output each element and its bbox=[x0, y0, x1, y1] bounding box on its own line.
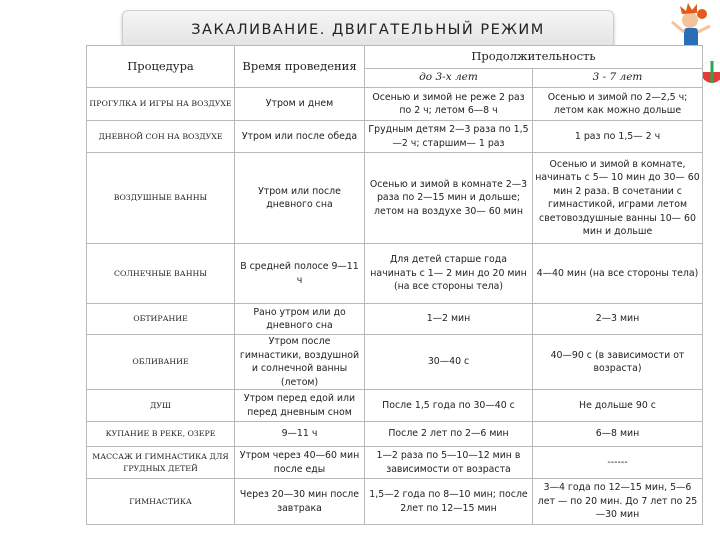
table-row bbox=[87, 88, 703, 121]
cell-under3: Осенью и зимой не реже 2 раз по 2 ч; летом 6—8 ч bbox=[365, 88, 533, 121]
table-row bbox=[87, 304, 703, 335]
cell-3-7: ------ bbox=[533, 447, 703, 479]
cell-under3: Для детей старше года начинать с 1— 2 мин до 20 мин (на все стороны тела) bbox=[365, 244, 533, 304]
cell-under3: После 1,5 года по 30—40 с bbox=[365, 390, 533, 422]
cell-time: Утром и днем bbox=[235, 88, 365, 121]
cell-procedure: ГИМНАСТИКА bbox=[87, 479, 235, 525]
cell-under3: 1—2 мин bbox=[365, 304, 533, 335]
cell-time: 9—11 ч bbox=[235, 422, 365, 447]
table-row bbox=[87, 422, 703, 447]
cell-time: Утром перед едой или перед дневным сном bbox=[235, 390, 365, 422]
cell-under3: Осенью и зимой в комнате 2—3 раза по 2—15 мин и дольше; летом на воздухе 30— 60 мин bbox=[365, 153, 533, 244]
cell-3-7: 40—90 с (в зависимости от возраста) bbox=[533, 335, 703, 390]
cell-procedure: ОБЛИВАНИЕ bbox=[87, 335, 235, 390]
table-row bbox=[87, 153, 703, 244]
table-row bbox=[87, 121, 703, 153]
cell-time: Утром или после дневного сна bbox=[235, 153, 365, 244]
page-title: ЗАКАЛИВАНИЕ. ДВИГАТЕЛЬНЫЙ РЕЖИМ bbox=[191, 22, 545, 38]
cell-procedure: ДНЕВНОЙ СОН НА ВОЗДУХЕ bbox=[87, 121, 235, 153]
table-row bbox=[87, 390, 703, 422]
cell-procedure: ОБТИРАНИЕ bbox=[87, 304, 235, 335]
header-time: Время проведения bbox=[235, 46, 365, 88]
table-row bbox=[87, 447, 703, 479]
cell-time: Рано утром или до дневного сна bbox=[235, 304, 365, 335]
cell-time: В средней полосе 9—11 ч bbox=[235, 244, 365, 304]
page-title-banner bbox=[122, 10, 614, 50]
header-procedure: Процедура bbox=[87, 46, 235, 88]
cell-3-7: 6—8 мин bbox=[533, 422, 703, 447]
cell-time: Утром или после обеда bbox=[235, 121, 365, 153]
cell-3-7: 1 раз по 1,5— 2 ч bbox=[533, 121, 703, 153]
cell-procedure: ВОЗДУШНЫЕ ВАННЫ bbox=[87, 153, 235, 244]
cell-under3: Грудным детям 2—3 раза по 1,5—2 ч; старшим— 1 раз bbox=[365, 121, 533, 153]
cell-time: Через 20—30 мин после завтрака bbox=[235, 479, 365, 525]
cell-3-7: Осенью и зимой по 2—2,5 ч; летом как можно дольше bbox=[533, 88, 703, 121]
cell-3-7: 4—40 мин (на все стороны тела) bbox=[533, 244, 703, 304]
cell-procedure: СОЛНЕЧНЫЕ ВАННЫ bbox=[87, 244, 235, 304]
header-duration: Продолжительность bbox=[365, 46, 703, 69]
cell-3-7: 2—3 мин bbox=[533, 304, 703, 335]
cell-procedure: ПРОГУЛКА И ИГРЫ НА ВОЗДУХЕ bbox=[87, 88, 235, 121]
cell-under3: 1,5—2 года по 8—10 мин; после 2лет по 12—15 мин bbox=[365, 479, 533, 525]
cell-procedure: КУПАНИЕ В РЕКЕ, ОЗЕРЕ bbox=[87, 422, 235, 447]
header-age-3-7: 3 - 7 лет bbox=[533, 69, 703, 88]
cell-3-7: Не дольше 90 с bbox=[533, 390, 703, 422]
cell-procedure: МАССАЖ И ГИМНАСТИКА ДЛЯ ГРУДНЫХ ДЕТЕЙ bbox=[87, 447, 235, 479]
hardening-table bbox=[86, 45, 703, 525]
table-row bbox=[87, 244, 703, 304]
cell-under3: После 2 лет по 2—6 мин bbox=[365, 422, 533, 447]
header-age-under3: до 3-х лет bbox=[365, 69, 533, 88]
cell-time: Утром через 40—60 мин после еды bbox=[235, 447, 365, 479]
table-row bbox=[87, 479, 703, 525]
cell-under3: 30—40 с bbox=[365, 335, 533, 390]
cell-time: Утром после гимнастики, воздушной и солнечной ванны (летом) bbox=[235, 335, 365, 390]
cell-3-7: 3—4 года по 12—15 мин, 5—6 лет — по 20 мин. До 7 лет по 25 —30 мин bbox=[533, 479, 703, 525]
table-row bbox=[87, 335, 703, 390]
cell-3-7: Осенью и зимой в комнате, начинать с 5— 10 мин до 30— 60 мин 2 раза. В сочетании с гимнастикой, играми летом световоздушные ванны 10— 60 мин и дольше bbox=[533, 153, 703, 244]
cell-procedure: ДУШ bbox=[87, 390, 235, 422]
cell-under3: 1—2 раза по 5—10—12 мин в зависимости от возраста bbox=[365, 447, 533, 479]
